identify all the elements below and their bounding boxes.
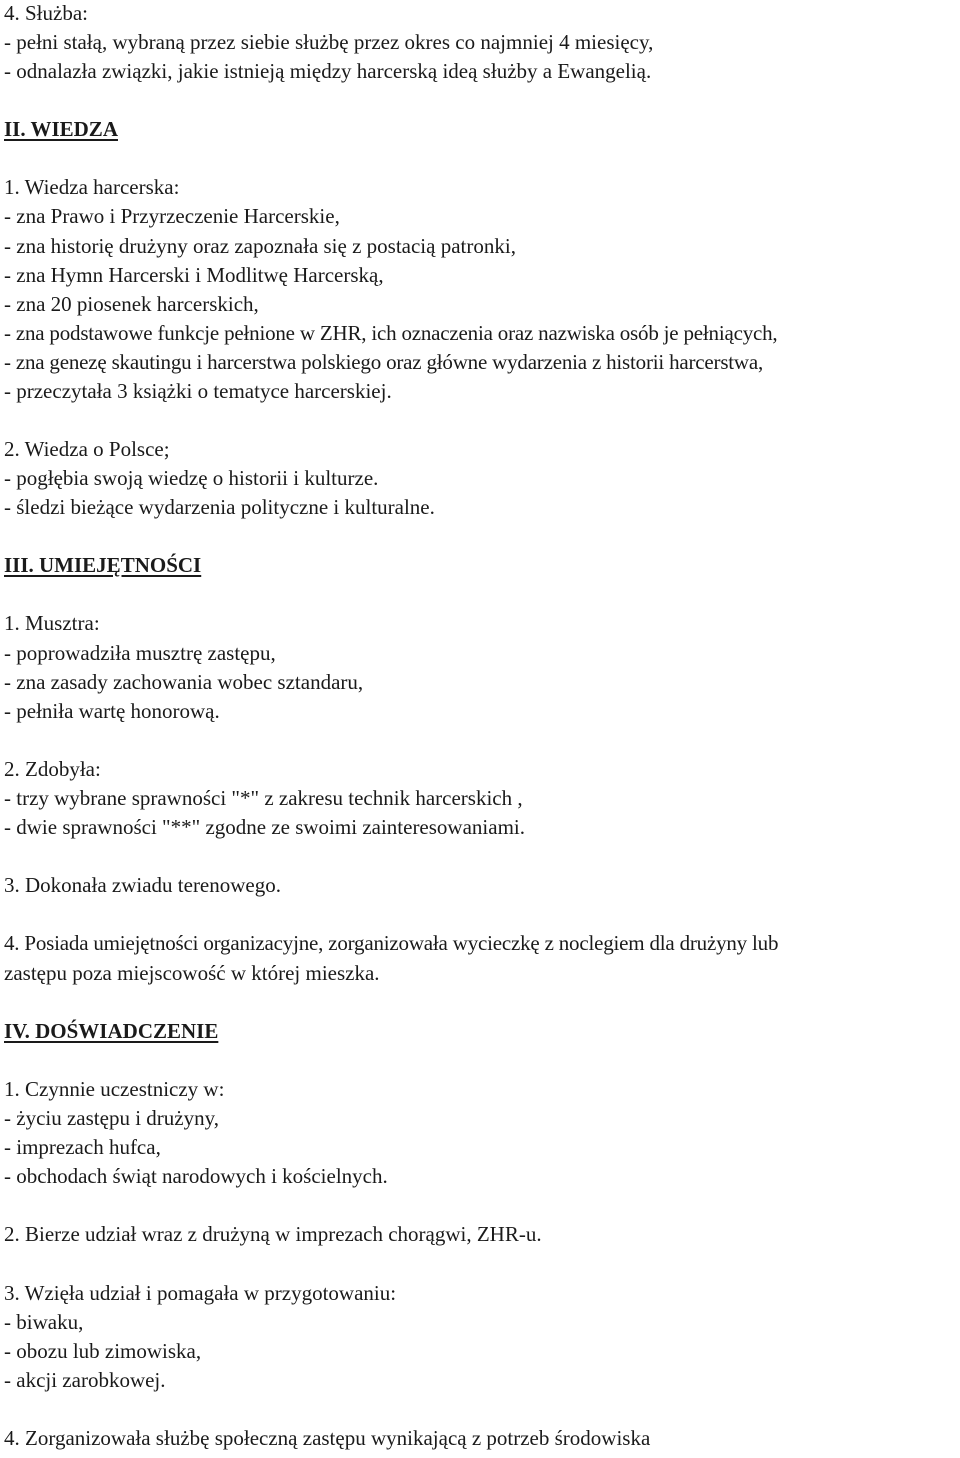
list-item: - trzy wybrane sprawności "*" z zakresu technik harcerskich , [4, 786, 523, 810]
list-item: zastępu poza miejscowość w której mieszka. [4, 961, 380, 985]
subsection-heading: 2. Wiedza o Polsce; [4, 437, 170, 461]
list-item: - obozu lub zimowiska, [4, 1339, 202, 1363]
list-item: - zna genezę skautingu i harcerstwa polskiego oraz główne wydarzenia z historii harcerstwa, [4, 350, 764, 374]
list-item: - odnalazła związki, jakie istnieją między harcerską ideą służby a Ewangelią. [4, 59, 652, 83]
list-item: - zna 20 piosenek harcerskich, [4, 292, 259, 316]
section-heading-sluzba: 4. Służba: [4, 1, 88, 25]
list-item: - śledzi bieżące wydarzenia polityczne i kulturalne. [4, 495, 435, 519]
list-item: - zna historię drużyny oraz zapoznała się z postacią patronki, [4, 234, 516, 258]
subsection-heading: 2. Zdobyła: [4, 757, 101, 781]
section-heading-umiejetnosci: III. UMIEJĘTNOŚCI [4, 553, 202, 577]
list-item: - dwie sprawności "**" zgodne ze swoimi zainteresowaniami. [4, 815, 525, 839]
list-item: - przeczytała 3 książki o tematyce harcerskiej. [4, 379, 392, 403]
list-item: - imprezach hufca, [4, 1135, 161, 1159]
section-heading-wiedza: II. WIEDZA [4, 117, 118, 141]
list-item: - zna Prawo i Przyrzeczenie Harcerskie, [4, 204, 340, 228]
subsection-heading: 3. Wzięła udział i pomagała w przygotowaniu: [4, 1281, 397, 1305]
list-item: - obchodach świąt narodowych i kościelnych. [4, 1164, 388, 1188]
list-item: - pogłębia swoją wiedzę o historii i kulturze. [4, 466, 379, 490]
subsection-heading: 1. Wiedza harcerska: [4, 175, 180, 199]
section-heading-doswiadczenie: IV. DOŚWIADCZENIE [4, 1019, 219, 1043]
subsection-heading: 4. Zorganizowała służbę społeczną zastępu wynikającą z potrzeb środowiska [4, 1426, 651, 1450]
subsection-heading: 3. Dokonała zwiadu terenowego. [4, 873, 281, 897]
list-item: - zna podstawowe funkcje pełnione w ZHR, ich oznaczenia oraz nazwiska osób je pełniących, [4, 321, 778, 345]
list-item: - biwaku, [4, 1310, 84, 1334]
list-item: - życiu zastępu i drużyny, [4, 1106, 219, 1130]
list-item: - akcji zarobkowej. [4, 1368, 166, 1392]
list-item: - pełniła wartę honorową. [4, 699, 220, 723]
subsection-heading: 1. Czynnie uczestniczy w: [4, 1077, 225, 1101]
subsection-heading: 2. Bierze udział wraz z drużyną w imprezach chorągwi, ZHR-u. [4, 1222, 542, 1246]
list-item: - zna Hymn Harcerski i Modlitwę Harcerską, [4, 263, 384, 287]
subsection-heading: 4. Posiada umiejętności organizacyjne, zorganizowała wycieczkę z noclegiem dla drużyny lub [4, 931, 779, 955]
subsection-heading: 1. Musztra: [4, 611, 100, 635]
list-item: - pełni stałą, wybraną przez siebie służbę przez okres co najmniej 4 miesięcy, [4, 30, 654, 54]
list-item: - poprowadziła musztrę zastępu, [4, 641, 276, 665]
list-item: - zna zasady zachowania wobec sztandaru, [4, 670, 364, 694]
